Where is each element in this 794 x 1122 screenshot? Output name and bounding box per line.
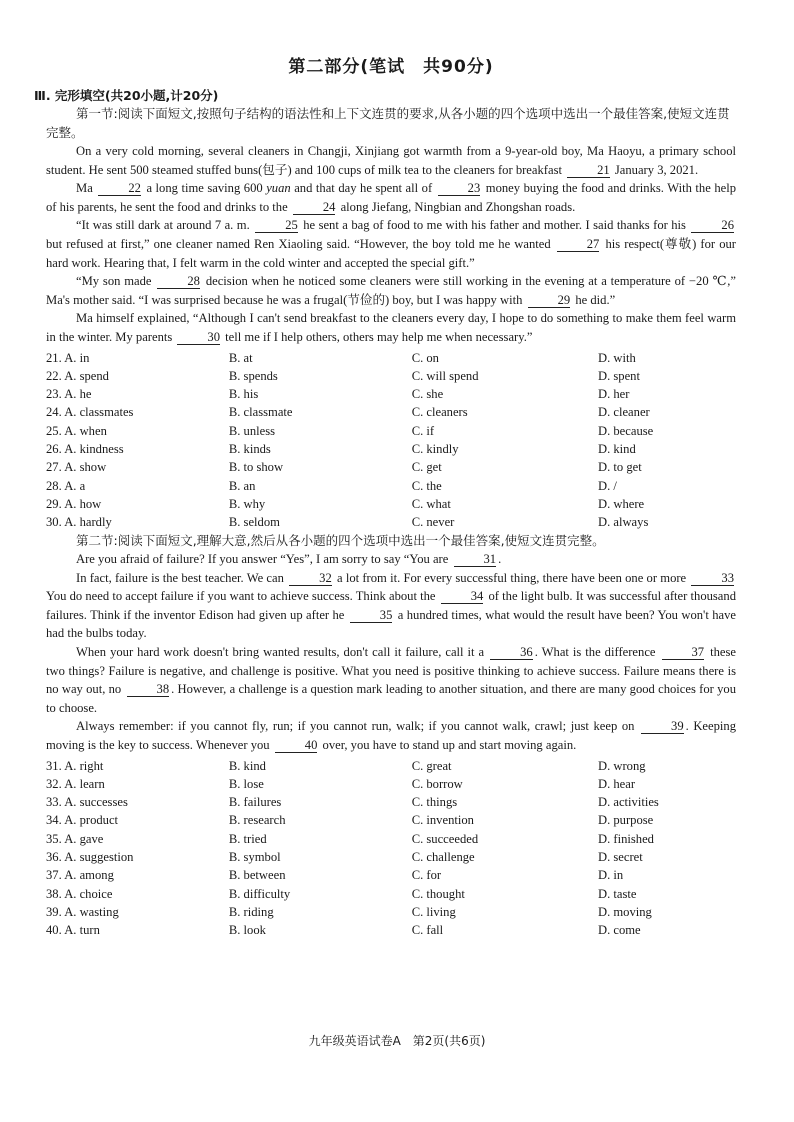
option-row: 39. A. wasting B. riding C. living D. moving <box>46 904 652 919</box>
blank-37: 37 <box>662 645 705 660</box>
passage1-paragraph: Ma himself explained, “Although I can't send breakfast to the cleaners every day, I hope to do something to make them feel warm in the winter. My parents 30 tell me if I help others, others may help me when necessary.” <box>46 311 736 344</box>
option-row: 23. A. he B. his C. she D. her <box>46 387 630 402</box>
option-row: 28. A. a B. an C. the D. / <box>46 478 617 493</box>
option-row: 26. A. kindness B. kinds C. kindly D. kind <box>46 442 636 457</box>
page-title: 第二部分(笔试 共90分) <box>288 57 494 77</box>
blank-26: 26 <box>691 218 734 233</box>
option-row: 30. A. hardly B. seldom C. never D. always <box>46 515 649 530</box>
blank-21: 21 <box>567 163 610 178</box>
blank-31: 31 <box>454 552 497 567</box>
option-row: 24. A. classmates B. classmate C. cleaners D. cleaner <box>46 405 650 420</box>
option-row: 21. A. in B. at C. on D. with <box>46 350 636 365</box>
option-row: 37. A. among B. between C. for D. in <box>46 868 624 883</box>
blank-39: 39 <box>641 719 684 734</box>
blank-27: 27 <box>557 237 600 252</box>
passage2-paragraph: Are you afraid of failure? If you answer “Yes”, I am sorry to say “You are 31 . <box>76 552 502 566</box>
option-row: 22. A. spend B. spends C. will spend D. spent <box>46 368 640 383</box>
blank-35: 35 <box>350 608 393 623</box>
blank-25: 25 <box>255 218 298 233</box>
part1-instruction: 第一节:阅读下面短文,按照句子结构的语法性和上下文连贯的要求,从各小题的四个选项中选出一个最佳答案,使短文连贯完整。 <box>46 106 730 140</box>
exam-page <box>34 52 737 940</box>
passage1-paragraph: “It was still dark at around 7 a. m. 25 he sent a bag of food to me with his father and mother. I said thanks for his 26 but refused at first,” one cleaner named Ren Xiaoling said. “However, the boy told me he wanted 27 his respect(尊敬) for our hard work. Hearing that, I felt warm in the cold winter and accepted the special gift.” <box>46 218 737 270</box>
option-row: 27. A. show B. to show C. get D. to get <box>46 460 642 475</box>
options-group-2 <box>46 757 736 940</box>
part2-instruction: 第二节:阅读下面短文,理解大意,然后从各小题的四个选项中选出一个最佳答案,使短文连贯完整。 <box>76 532 605 548</box>
passage1-paragraph: “My son made 28 decision when he noticed some cleaners were still working in the evening at a temperature of −20 ℃,” Ma's mother said. “I was surprised because he was a frugal(节俭的) boy, but I was happy with 29 he did.” <box>46 274 736 307</box>
blank-29: 29 <box>528 293 571 308</box>
options-group-1 <box>46 349 736 532</box>
passage-1 <box>46 142 736 347</box>
blank-40: 40 <box>275 738 318 753</box>
blank-23: 23 <box>438 181 481 196</box>
passage-2 <box>46 550 736 755</box>
blank-38: 38 <box>127 682 170 697</box>
option-row: 40. A. turn B. look C. fall D. come <box>46 923 641 938</box>
option-row: 25. A. when B. unless C. if D. because <box>46 423 654 438</box>
passage2-paragraph: Always remember: if you cannot fly, run; if you cannot run, walk; if you cannot walk, crawl; just keep on 39 . Keeping moving is the key to success. Whenever you 40 over, you have to stand up and start moving again. <box>46 719 736 752</box>
blank-34: 34 <box>441 589 484 604</box>
blank-28: 28 <box>157 274 200 289</box>
option-row: 38. A. choice B. difficulty C. thought D. taste <box>46 886 637 901</box>
option-row: 31. A. right B. kind C. great D. wrong <box>46 758 646 773</box>
section-heading: Ⅲ. 完形填空(共20小题,计20分) <box>34 88 219 103</box>
passage2-paragraph: When your hard work doesn't bring wanted results, don't call it failure, call it a 36 . What is the difference 37 these two things? Failure is negative, and challenge is positive. What you need is positive thinking to achieve success. Failure means there is no way out, no 38 . However, a challenge is a question mark leading to another situation, and there are many good choices for you to choose. <box>46 644 737 715</box>
option-row: 29. A. how B. why C. what D. where <box>46 496 645 511</box>
passage1-paragraph: Ma 22 a long time saving 600 yuan and that day he spent all of 23 money buying the food and drinks. With the help of his parents, he sent the food and drinks to the 24 along Jiefang, Ningbian and Zhongshan roads. <box>46 181 737 214</box>
blank-30: 30 <box>177 330 220 345</box>
passage1-paragraph: On a very cold morning, several cleaners in Changji, Xinjiang got warmth from a 9-year-old boy, Ma Haoyu, a primary school student. He sent 500 steamed stuffed buns(包子) and 100 cups of milk tea to the cleaners for breakfast 21 January 3, 2021. <box>46 144 736 177</box>
option-row: 36. A. suggestion B. symbol C. challenge D. secret <box>46 850 643 865</box>
option-row: 33. A. successes B. failures C. things D. activities <box>46 795 659 810</box>
blank-32: 32 <box>289 571 332 586</box>
blank-33: 33 <box>691 571 734 586</box>
option-row: 32. A. learn B. lose C. borrow D. hear <box>46 776 636 791</box>
passage2-paragraph: In fact, failure is the best teacher. We can 32 a lot from it. For every successful thing, there have been one or more 33 You do need to accept failure if you want to achieve success. Think about the 34 of the light bulb. It was successful after thousand failures. Think if the inventor Edison had given up after he 35 a hundred times, what would the result have been? You won't have had the bulbs today. <box>46 570 736 641</box>
option-row: 35. A. gave B. tried C. succeeded D. finished <box>46 831 654 846</box>
blank-24: 24 <box>293 200 336 215</box>
page-footer: 九年级英语试卷A 第2页(共6页) <box>308 1034 486 1048</box>
option-row: 34. A. product B. research C. invention D. purpose <box>46 813 654 828</box>
blank-36: 36 <box>490 645 533 660</box>
blank-22: 22 <box>98 181 141 196</box>
